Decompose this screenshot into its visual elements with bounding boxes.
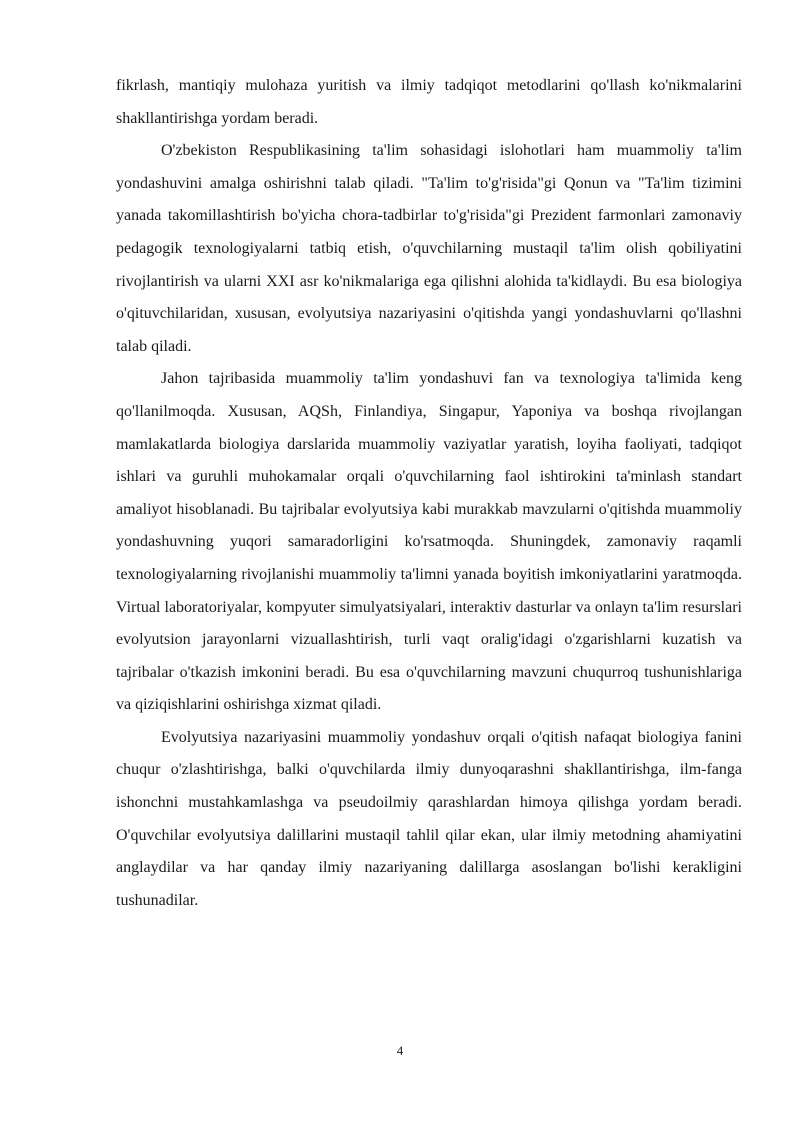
paragraph-reforms: O'zbekiston Respublikasining ta'lim sohasidagi islohotlari ham muammoliy ta'lim yondashuvini amalga oshirishni talab qiladi. "Ta'lim to'g'risida"gi Qonun va "Ta'lim tizimini yanada takomillashtirish bo'yicha chora-tadbirlar to'g'risida"gi Prezident farmonlari zamonaviy pedagogik texnologiyalarni tatbiq etish, o'quvchilarning mustaqil ta'lim olish qobiliyatini rivojlantirish va ularni XXI asr ko'nikmalariga ega qilishni alohida ta'kidlaydi. Bu esa biologiya o'qituvchilaridan, xususan, evolyutsiya nazariyasini o'qitishda yangi yondashuvlarni qo'llashni talab qiladi. — [116, 142, 742, 355]
paragraph-world-experience: Jahon tajribasida muammoliy ta'lim yondashuvi fan va texnologiya ta'limida keng qo'llanilmoqda. Xususan, AQSh, Finlandiya, Singapur, Yaponiya va boshqa rivojlangan mamlakatlarda biologiya darslarida muammoliy vaziyatlar yaratish, loyiha faoliyati, tadqiqot ishlari va guruhli muhokamalar orqali o'quvchilarning faol ishtirokini ta'minlash standart amaliyot hisoblanadi. Bu tajribalar evolyutsiya kabi murakkab mavzularni o'qitishda muammoliy yondashuvning yuqori samaradorligini ko'rsatmoqda. Shuningdek, zamonaviy raqamli texnologiyalarning rivojlanishi muammoliy ta'limni yanada boyitish imkoniyatlarini yaratmoqda. Virtual laboratoriyalar, kompyuter simulyatsiyalari, interaktiv dasturlar va onlayn ta'lim resurslari evolyutsion jarayonlarni vizuallashtirish, turli vaqt oralig'idagi o'zgarishlarni kuzatish va tajribalar o'tkazish imkonini beradi. Bu esa o'quvchilarning mavzuni chuqurroq tushunishlariga va qiziqishlarini oshirishga xizmat qiladi. — [116, 370, 742, 714]
paragraph-continuation: fikrlash, mantiqiy mulohaza yuritish va ilmiy tadqiqot metodlarini qo'llash ko'nikmalarini shakllantirishga yordam beradi. — [116, 77, 742, 127]
document-page — [116, 70, 742, 917]
page-number: 4 — [396, 1043, 404, 1058]
paragraph-conclusion: Evolyutsiya nazariyasini muammoliy yondashuv orqali o'qitish nafaqat biologiya fanini chuqur o'zlashtirishga, balki o'quvchilarda ilmiy dunyoqarashni shakllantirishga, ilm-fanga ishonchni mustahkamlashga va pseudoilmiy qarashlardan himoya qilishga yordam beradi. O'quvchilar evolyutsiya dalillarini mustaqil tahlil qilar ekan, ular ilmiy metodning ahamiyatini anglaydilar va har qanday ilmiy nazariyaning dalillarga asoslangan bo'lishi kerakligini tushunadilar. — [116, 728, 742, 909]
